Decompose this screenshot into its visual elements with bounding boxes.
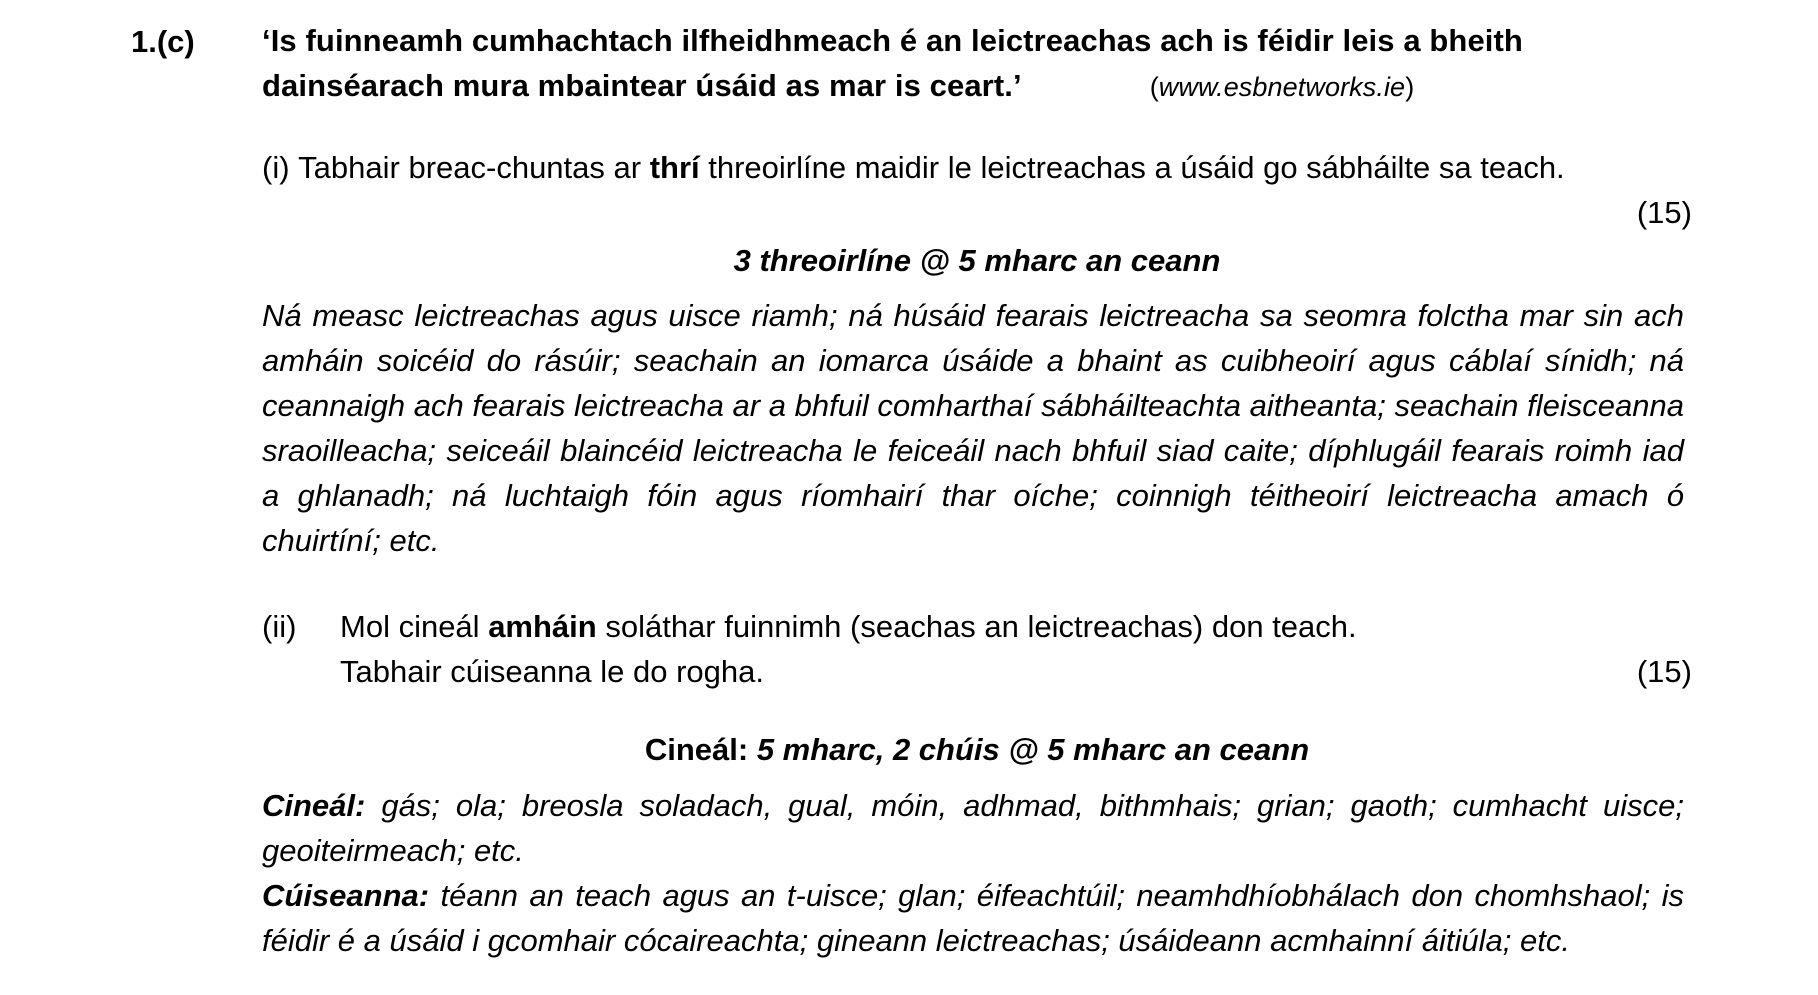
part-ii-line2: Tabhair cúiseanna le do rogha. (340, 654, 764, 689)
part-ii-question: (ii) Mol cineál amháin soláthar fuinnimh (seachas an leictreachas) don teach. Tabhair cúiseanna le do rogha. (15) (262, 604, 1692, 694)
part-ii-marks: (15) (1636, 654, 1692, 689)
answer-type: Cineál: gás; ola; breosla soladach, gual, móin, adhmad, bithmhais; grian; gaoth; cumhacht uisce; geoiteirmeach; etc. (262, 788, 1684, 868)
part-i-emphasis: thrí (649, 150, 700, 185)
part-i-question: (i) Tabhair breac-chuntas ar thrí threoirlíne maidir le leictreachas a úsáid go sábháilte sa teach. (15) (262, 145, 1692, 190)
part-ii-answer (262, 783, 1684, 963)
part-ii-label: (ii) (262, 609, 297, 644)
part-i-marks: (15) (1636, 195, 1692, 230)
part-i-marking-scheme: 3 threoirlíne @ 5 mharc an ceann (733, 243, 1221, 278)
source-citation: (www.esbnetworks.ie) (1149, 72, 1415, 102)
question-number: 1.(c) (131, 24, 195, 59)
question-stem (262, 18, 1692, 110)
part-ii-emphasis: amháin (488, 609, 597, 644)
part-i-answer: Ná measc leictreachas agus uisce riamh; ná húsáid fearais leictreacha sa seomra folctha mar sin ach amháin soicéid do rásúir; seachain an iomarca úsáide a bhaint as cuibheoirí agus cáblaí sínidh; ná ceannaigh ach fearais leictreacha ar a bhfuil comharthaí sábháilteachta aitheanta; seachain fleisceanna sraoilleacha; seiceáil blaincéid leictreacha le feiceáil nach bhfuil siad caite; díphlugáil fearais roimh iad a ghlanadh; ná luchtaigh fóin agus ríomhairí thar oíche; coinnigh téitheoirí leictreacha amach ó chuirtíní; etc. (262, 298, 1684, 558)
part-i-label: (i) (262, 150, 290, 185)
stem-quote: ‘Is fuinneamh cumhachtach ilfheidhmeach é an leictreachas ach is féidir leis a bheith dainséarach mura mbaintear úsáid as mar is ceart.’ (262, 23, 1523, 103)
part-ii-marking-scheme: Cineál: 5 mharc, 2 chúis @ 5 mharc an ceann (644, 732, 1310, 767)
source-url: www.esbnetworks.ie (1158, 72, 1406, 102)
answer-reasons: Cúiseanna: téann an teach agus an t-uisce; glan; éifeachtúil; neamhdhíobhálach don chomhshaol; is féidir é a úsáid i gcomhair cócaireachta; gineann leictreachas; úsáideann acmhainní áitiúla; etc. (262, 878, 1684, 958)
